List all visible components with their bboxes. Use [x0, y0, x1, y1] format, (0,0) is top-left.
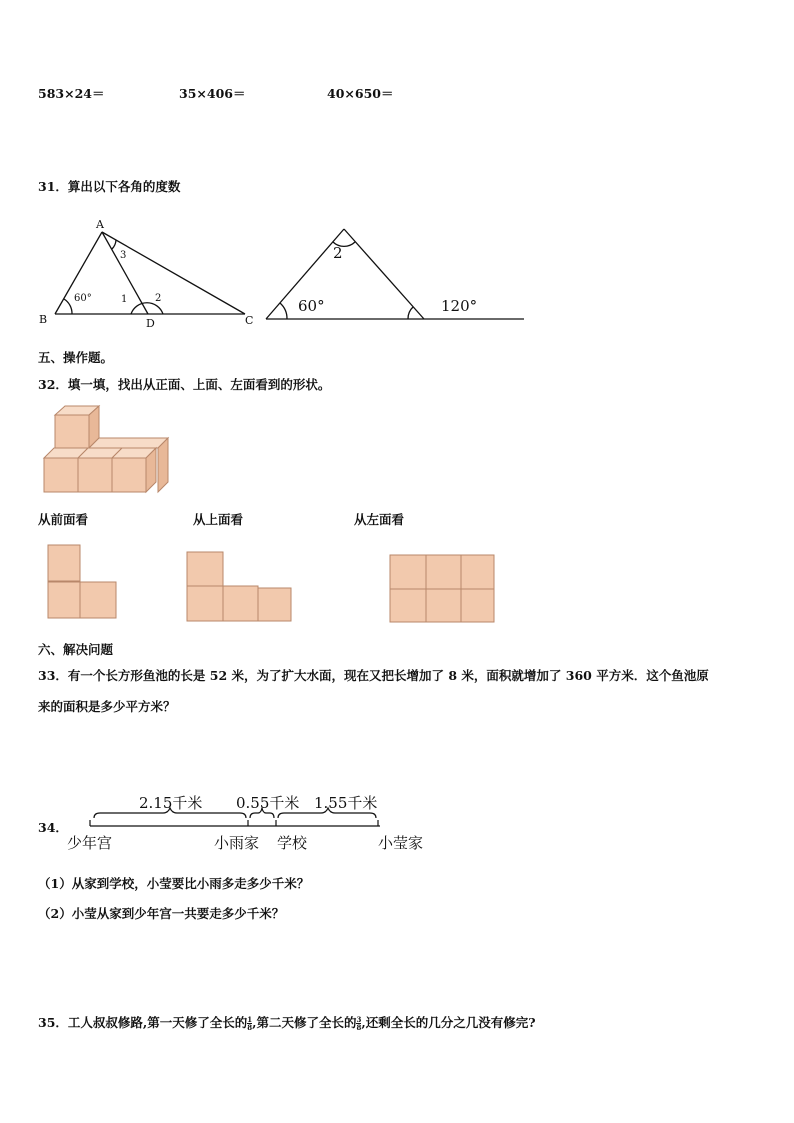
q34-number: 34．	[38, 820, 68, 835]
calc-3: 40×650＝	[327, 86, 394, 101]
place-school: 学校	[277, 834, 308, 852]
distance-3: 1.55千米	[314, 794, 378, 812]
label-D: D	[146, 317, 155, 330]
distance-1: 2.15千米	[139, 794, 203, 812]
fraction-2-numerator: 3	[356, 1015, 362, 1024]
angle-b-label: 60°	[74, 293, 92, 304]
section-5-heading: 五、操作题。	[38, 350, 114, 365]
fraction-1-denominator: 8	[247, 1023, 253, 1032]
angle-1-label: 1	[121, 294, 128, 305]
angle-3-label: 3	[120, 250, 127, 261]
q35-part-1: 35．工人叔叔修路,第一天修了全长的	[38, 1015, 248, 1030]
q35-text	[38, 1013, 536, 1031]
section-6-heading: 六、解决问题	[38, 642, 114, 657]
view-left-label: 从左面看	[354, 512, 405, 527]
q33-line-1: 33．有一个长方形鱼池的长是 52 米，为了扩大水面，现在又把长增加了 8 米，面积就增加了 360 平方米．这个鱼池原	[38, 668, 709, 683]
q31-title: 31．算出以下各角的度数	[38, 179, 181, 194]
distance-2: 0.55千米	[236, 794, 300, 812]
label-B: B	[39, 313, 48, 326]
label-A: A	[96, 218, 104, 231]
angle-2-label-fig2: 2	[333, 244, 343, 262]
fraction-2-denominator: 8	[356, 1023, 362, 1032]
angle-120-label-fig2: 120°	[441, 297, 478, 315]
place-youth-palace: 少年宫	[67, 834, 113, 852]
q34-sub-1: （1）从家到学校，小莹要比小雨多走多少千米？	[38, 876, 310, 891]
q35-part-2: ,第二天修了全长的	[252, 1015, 357, 1030]
q32-title: 32．填一填，找出从正面、上面、左面看到的形状。	[38, 377, 331, 392]
label-C: C	[245, 314, 254, 327]
q35-part-3: ,还剩全长的几分之几没有修完?	[361, 1015, 536, 1030]
view-top-label: 从上面看	[193, 512, 244, 527]
fraction-1-numerator: 1	[247, 1015, 253, 1024]
angle-60-label-fig2: 60°	[298, 297, 325, 315]
place-xiaoying-home: 小莹家	[378, 834, 424, 852]
angle-2-label: 2	[155, 293, 162, 304]
q34-sub-2: （2）小莹从家到少年宫一共要走多少千米？	[38, 906, 285, 921]
place-xiaoyu-home: 小雨家	[214, 834, 260, 852]
calc-1: 583×24＝	[38, 86, 105, 101]
view-front-label: 从前面看	[38, 512, 89, 527]
q33-line-2: 来的面积是多少平方米？	[38, 699, 176, 714]
calc-2: 35×406＝	[179, 86, 246, 101]
